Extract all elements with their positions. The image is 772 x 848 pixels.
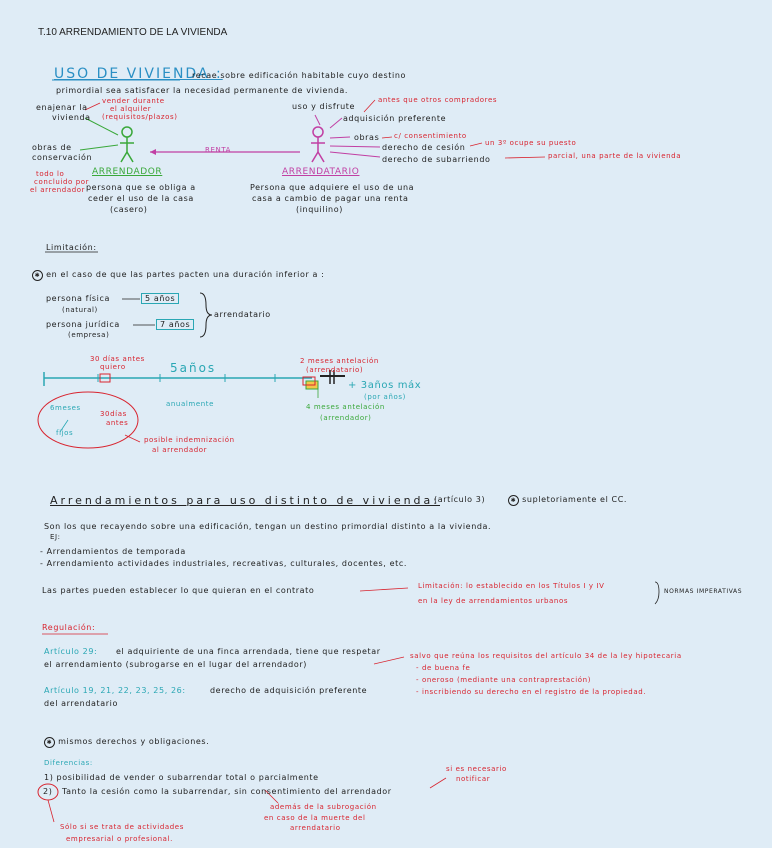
green-bottom-2: (arrendador): [320, 414, 372, 422]
red-oneroso: - oneroso (mediante una contraprestación): [416, 676, 592, 684]
left-red-4: todo lo: [36, 170, 65, 178]
red-buena-fe: - de buena fe: [416, 664, 471, 672]
right-item-cesion: derecho de cesión: [382, 143, 466, 152]
right-red-3: un 3º ocupe su puesto: [485, 139, 577, 147]
red-solo-2: empresarial o profesional.: [66, 835, 173, 843]
limitacion-intro-text: en el caso de que las partes pacten una duración inferior a :: [46, 270, 325, 279]
persona-fisica-label: persona física: [46, 294, 110, 303]
arrendamientos-p1: Son los que recayendo sobre una edificación, tengan un destino primordial distinto a la vivienda.: [44, 522, 492, 531]
uso-vivienda-heading: USO DE VIVIENDA :: [54, 66, 223, 82]
arrendador-figure: [120, 127, 134, 162]
left-item-conservacion: conservación: [32, 153, 93, 162]
plus-three-years: + 3años máx: [348, 380, 422, 391]
persona-fisica-value: 5 años: [141, 293, 179, 304]
mismos-derechos-text: mismos derechos y obligaciones.: [58, 737, 210, 746]
art-list-text-2: del arrendatario: [44, 699, 118, 708]
bullet-icon: ✱: [508, 495, 519, 506]
arrendatario-figure: [311, 127, 325, 162]
brace-label: arrendatario: [214, 310, 271, 319]
arrendatario-desc-3: (inquilino): [296, 205, 343, 214]
arrendador-desc-3: (casero): [110, 205, 148, 214]
red-top-right-2: (arrendatario): [306, 366, 364, 374]
arrendatario-desc-2: casa a cambio de pagar una renta: [252, 194, 409, 203]
diferencia-2-num: 2): [43, 787, 53, 796]
right-red-1: antes que otros compradores: [378, 96, 498, 104]
normas-imperativas: NORMAS IMPERATIVAS: [664, 588, 743, 595]
red-subrogacion-3: arrendatario: [290, 824, 341, 832]
persona-juridica-sub: (empresa): [68, 331, 110, 339]
art-list-text: derecho de adquisición preferente: [210, 686, 368, 695]
red-subrogacion-1: además de la subrogación: [270, 803, 377, 811]
definition-line-2: primordial sea satisfacer la necesidad permanente de vivienda.: [56, 86, 349, 95]
page-title: T.10 ARRENDAMIENTO DE LA VIVIENDA: [38, 27, 228, 38]
left-red-3: (requisitos/plazos): [102, 113, 178, 121]
right-item-adquisicion: adquisición preferente: [343, 114, 447, 123]
renta-label: RENTA: [205, 146, 232, 154]
red-inscribiendo: - inscribiendo su derecho en el registro de la propiedad.: [416, 688, 647, 696]
art29-text-2: el arrendamiento (subrogarse en el lugar del arrendador): [44, 660, 307, 669]
left-item-vivienda: vivienda: [52, 113, 91, 122]
left-item-enajenar: enajenar la: [36, 103, 88, 112]
red-top-right-1: 2 meses antelación: [300, 357, 379, 365]
plus-sub: (por años): [364, 393, 406, 401]
right-item-uso: uso y disfrute: [292, 102, 356, 111]
left-red-1: vender durante: [102, 97, 165, 105]
red-salvo: salvo que reúna los requisitos del artículo 34 de la ley hipotecaria: [410, 652, 682, 660]
supletorio: [508, 495, 627, 506]
diferencia-1: 1) posibilidad de vender o subarrendar total o parcialmente: [44, 773, 319, 782]
green-bottom-1: 4 meses antelación: [306, 403, 385, 411]
supletorio-text: supletoriamente el CC.: [522, 495, 628, 504]
arrendatario-label: ARRENDATARIO: [282, 167, 360, 177]
ej-label: EJ:: [50, 533, 61, 541]
anualmente-label: anualmente: [166, 400, 215, 408]
red-subrogacion-2: en caso de la muerte del: [264, 814, 366, 822]
arrendador-desc-1: persona que se obliga a: [86, 183, 196, 192]
definition-line-1: recae sobre edificación habitable cuyo destino: [192, 71, 407, 80]
regulacion-heading: Regulación:: [42, 623, 96, 632]
fijos-label: fijos: [56, 429, 74, 437]
diferencia-2: Tanto la cesión como la subarrendar, sin consentimiento del arrendador: [62, 787, 392, 796]
mismos-derechos: [44, 737, 209, 748]
persona-fisica-sub: (natural): [62, 306, 98, 314]
left-red-6: el arrendador: [30, 186, 86, 194]
red-solo-1: Sólo si se trata de actividades: [60, 823, 184, 831]
arrendador-label: ARRENDADOR: [92, 167, 163, 177]
limitacion-intro: [32, 270, 324, 281]
arrendamientos-p2: Las partes pueden establecer lo que quieran en el contrato: [42, 586, 315, 595]
right-red-4: parcial, una parte de la vivienda: [548, 152, 682, 160]
limitacion-red: Limitación: lo establecido en los Títulos I y IV: [418, 582, 605, 590]
red-necesario-1: si es necesario: [446, 765, 507, 773]
bullet-icon: ✱: [32, 270, 43, 281]
art29-text: el adquiriente de una finca arrendada, tiene que respetar: [116, 647, 381, 656]
timeline-label: 5años: [170, 361, 217, 375]
indemnizacion-2: al arrendador: [152, 446, 208, 454]
articulo-3-label: (artículo 3): [434, 495, 486, 504]
red-necesario-2: notificar: [456, 775, 491, 783]
limitacion-heading: Limitación:: [46, 243, 97, 252]
art-list-label: Artículo 19, 21, 22, 23, 25, 26:: [44, 686, 186, 695]
right-item-subarriendo: derecho de subarriendo: [382, 155, 491, 164]
right-item-obras: obras: [354, 133, 380, 142]
limitacion-red-2: en la ley de arrendamientos urbanos: [418, 597, 569, 605]
diferencias-heading: Diferencias:: [44, 759, 93, 767]
left-red-2: el alquiler: [110, 105, 152, 113]
persona-juridica-value: 7 años: [156, 319, 194, 330]
red-top-left-2: quiero: [100, 363, 126, 371]
arrendatario-desc-1: Persona que adquiere el uso de una: [250, 183, 415, 192]
left-item-obras: obras de: [32, 143, 72, 152]
right-red-2: c/ consentimiento: [394, 132, 467, 140]
six-meses-label: 6meses: [50, 404, 81, 412]
treinta-dias-label: 30días: [100, 410, 127, 418]
antes-label: antes: [106, 419, 129, 427]
persona-juridica-label: persona jurídica: [46, 320, 120, 329]
bullet-icon: ✱: [44, 737, 55, 748]
left-red-5: concluido por: [34, 178, 90, 186]
red-top-left-1: 30 días antes: [90, 355, 145, 363]
arrendador-desc-2: ceder el uso de la casa: [88, 194, 194, 203]
bullet-actividades: - Arrendamiento actividades industriales, recreativas, culturales, docentes, etc.: [40, 559, 407, 568]
arrendamientos-heading: Arrendamientos para uso distinto de vivienda:: [50, 494, 440, 507]
indemnizacion-1: posible indemnización: [144, 436, 235, 444]
art29-label: Artículo 29:: [44, 647, 98, 656]
bullet-temporada: - Arrendamientos de temporada: [40, 547, 186, 556]
